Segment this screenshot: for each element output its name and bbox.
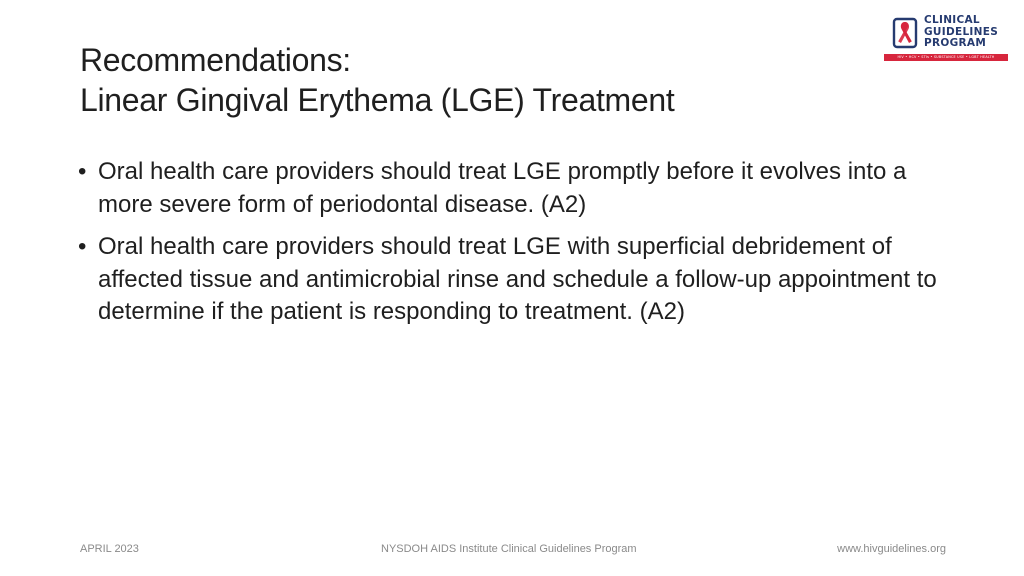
bullet-text: Oral health care providers should treat LGE with superficial debridement of affected tissue and antimicrobial rinse and schedule a follow-up appointment to determine if the patient is responding to treatment. (A2)	[98, 233, 937, 325]
logo-tagline: HIV • HCV • STIs • SUBSTANCE USE • LGBT HEALTH	[884, 54, 1008, 61]
bullet-marker: •	[78, 158, 87, 185]
bullet-item	[78, 231, 958, 329]
title-line-2: Linear Gingival Erythema (LGE) Treatment	[80, 82, 675, 118]
logo-line-2: GUIDELINES	[924, 25, 999, 38]
logo-wordmark	[924, 15, 998, 50]
footer-organization: NYSDOH AIDS Institute Clinical Guidelines Program	[381, 543, 637, 555]
footer-date: APRIL 2023	[80, 543, 139, 555]
bullet-text: Oral health care providers should treat LGE promptly before it evolves into a more severe form of periodontal disease. (A2)	[98, 158, 907, 218]
bullet-marker: •	[78, 233, 87, 260]
title-line-1: Recommendations:	[80, 42, 351, 78]
slide-title	[80, 40, 840, 120]
logo-line-3: PROGRAM	[924, 37, 987, 49]
clinical-guidelines-logo	[884, 14, 1010, 66]
logo-line-1: CLINICAL	[924, 14, 980, 26]
footer-website: www.hivguidelines.org	[837, 543, 946, 555]
bullet-item	[78, 156, 958, 221]
red-ribbon-icon	[892, 16, 922, 50]
bullet-list	[78, 156, 958, 339]
